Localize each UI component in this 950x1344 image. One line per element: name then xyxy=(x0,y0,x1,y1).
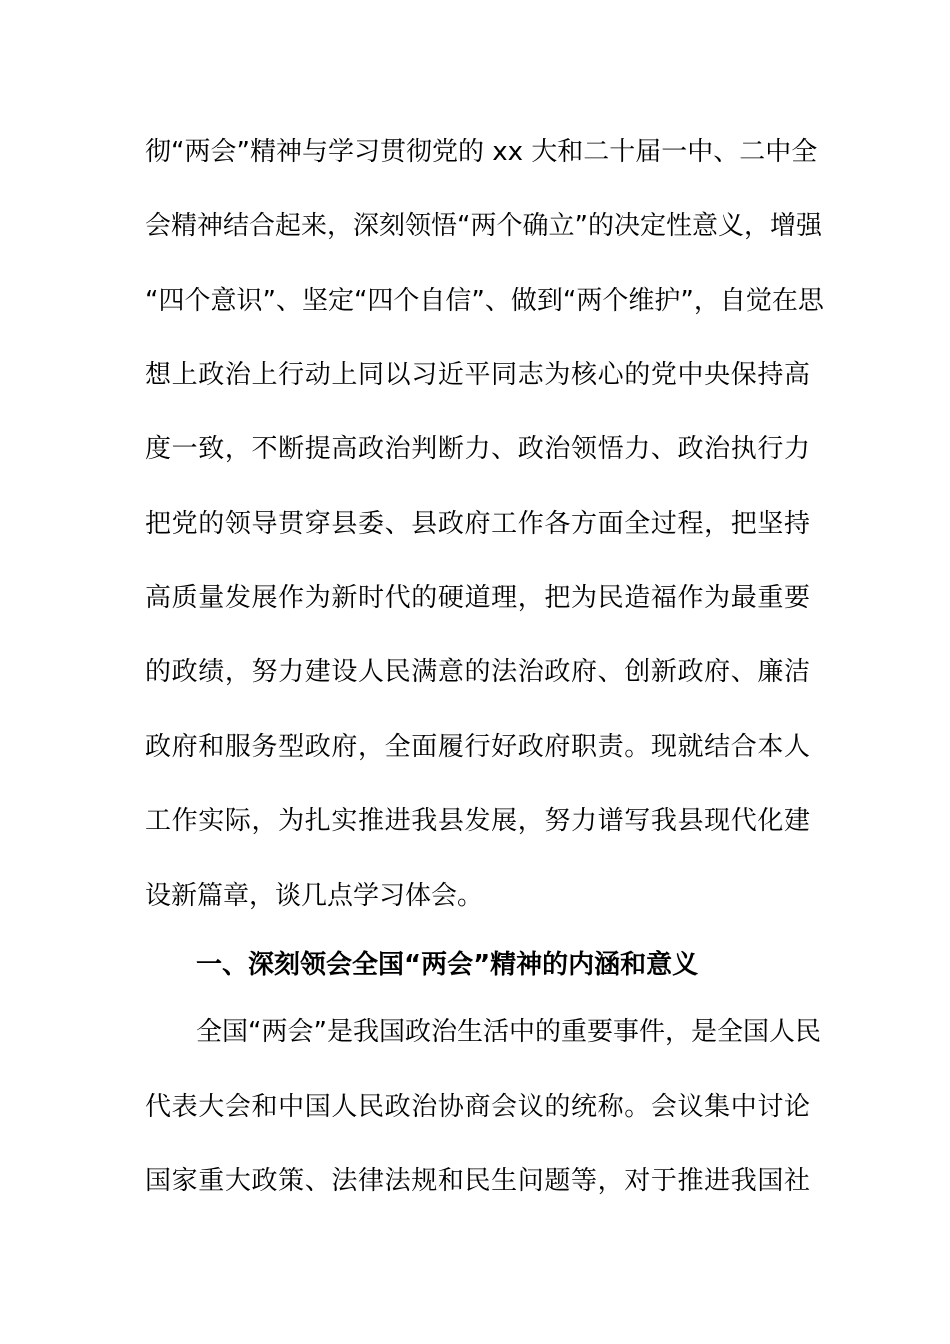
body-text-line: 会精神结合起来，深刻领悟“两个确立”的决定性意义，增强 xyxy=(145,211,822,241)
body-text-line: 政府和服务型政府，全面履行好政府职责。现就结合本人 xyxy=(145,732,810,762)
body-text-line: 度一致，不断提高政治判断力、政治领悟力、政治执行力 xyxy=(145,434,810,464)
body-text-line: “四个意识”、坚定“四个自信”、做到“两个维护”，自觉在思 xyxy=(145,286,824,316)
body-text-line: 把党的领导贯穿县委、县政府工作各方面全过程，把坚持 xyxy=(145,509,810,539)
body-text-line: 彻“两会”精神与学习贯彻党的 xx 大和二十届一中、二中全 xyxy=(145,137,818,167)
body-text-line: 设新篇章，谈几点学习体会。 xyxy=(145,881,484,911)
section-heading: 一、深刻领会全国“两会”精神的内涵和意义 xyxy=(196,950,699,980)
body-text-line: 工作实际，为扎实推进我县发展，努力谱写我县现代化建 xyxy=(145,806,810,836)
body-text-line: 的政绩，努力建设人民满意的法治政府、创新政府、廉洁 xyxy=(145,657,810,687)
body-text-line: 代表大会和中国人民政治协商会议的统称。会议集中讨论 xyxy=(145,1092,810,1122)
body-text-line: 想上政治上行动上同以习近平同志为核心的党中央保持高 xyxy=(145,360,810,390)
body-text-line: 高质量发展作为新时代的硬道理，把为民造福作为最重要 xyxy=(145,583,810,613)
body-text-line: 国家重大政策、法律法规和民生问题等，对于推进我国社 xyxy=(145,1166,810,1196)
body-text-line: 全国“两会”是我国政治生活中的重要事件，是全国人民 xyxy=(196,1017,821,1047)
